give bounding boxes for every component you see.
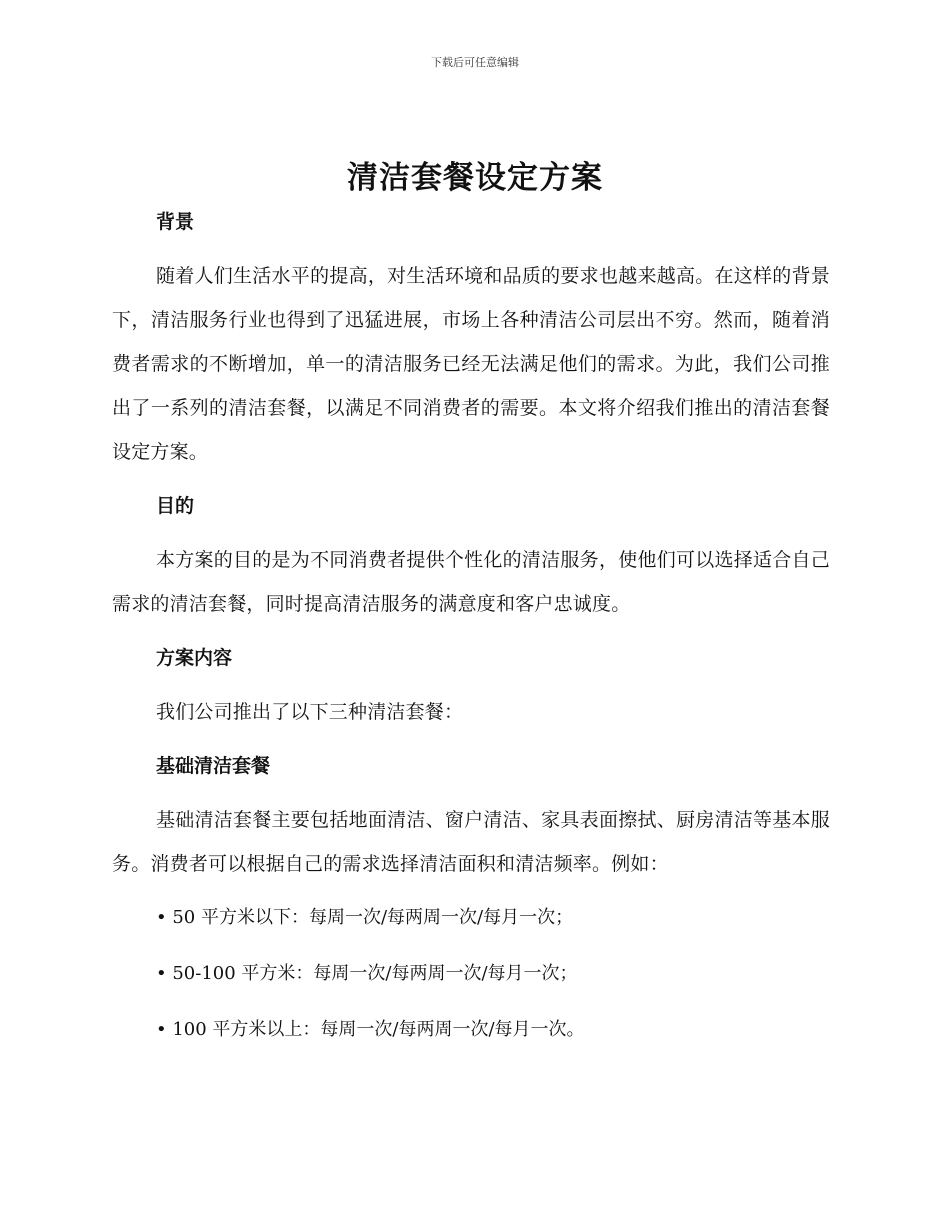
bullet-item: • 50-100 平方米：每周一次/每两周一次/每月一次； <box>156 963 578 984</box>
bullet-item: • 100 平方米以上：每周一次/每两周一次/每月一次。 <box>156 1019 585 1040</box>
section-heading-basic-package: 基础清洁套餐 <box>156 755 271 777</box>
page-header: 下载后可任意编辑 <box>431 56 519 69</box>
section-heading-plan: 方案内容 <box>156 647 233 669</box>
section-heading-purpose: 目的 <box>156 495 195 517</box>
plan-intro-paragraph: 我们公司推出了以下三种清洁套餐： <box>156 701 464 723</box>
section-heading-background: 背景 <box>156 211 195 233</box>
basic-package-paragraph: 基础清洁套餐主要包括地面清洁、窗户清洁、家具表面擦拭、厨房清洁等基本服务。消费者可以根据自己的需求选择清洁面积和清洁频率。例如： <box>112 809 830 875</box>
document-title: 清洁套餐设定方案 <box>347 160 603 196</box>
purpose-paragraph: 本方案的目的是为不同消费者提供个性化的清洁服务，使他们可以选择适合自己需求的清洁套餐，同时提高清洁服务的满意度和客户忠诚度。 <box>112 549 830 615</box>
document-body <box>112 200 830 1064</box>
bullet-item: • 50 平方米以下：每周一次/每两周一次/每月一次； <box>156 907 574 928</box>
background-paragraph: 随着人们生活水平的提高，对生活环境和品质的要求也越来越高。在这样的背景下，清洁服务行业也得到了迅猛进展，市场上各种清洁公司层出不穷。然而，随着消费者需求的不断增加，单一的清洁服务已经无法满足他们的需求。为此，我们公司推出了一系列的清洁套餐，以满足不同消费者的需要。本文将介绍我们推出的清洁套餐设定方案。 <box>112 265 830 463</box>
